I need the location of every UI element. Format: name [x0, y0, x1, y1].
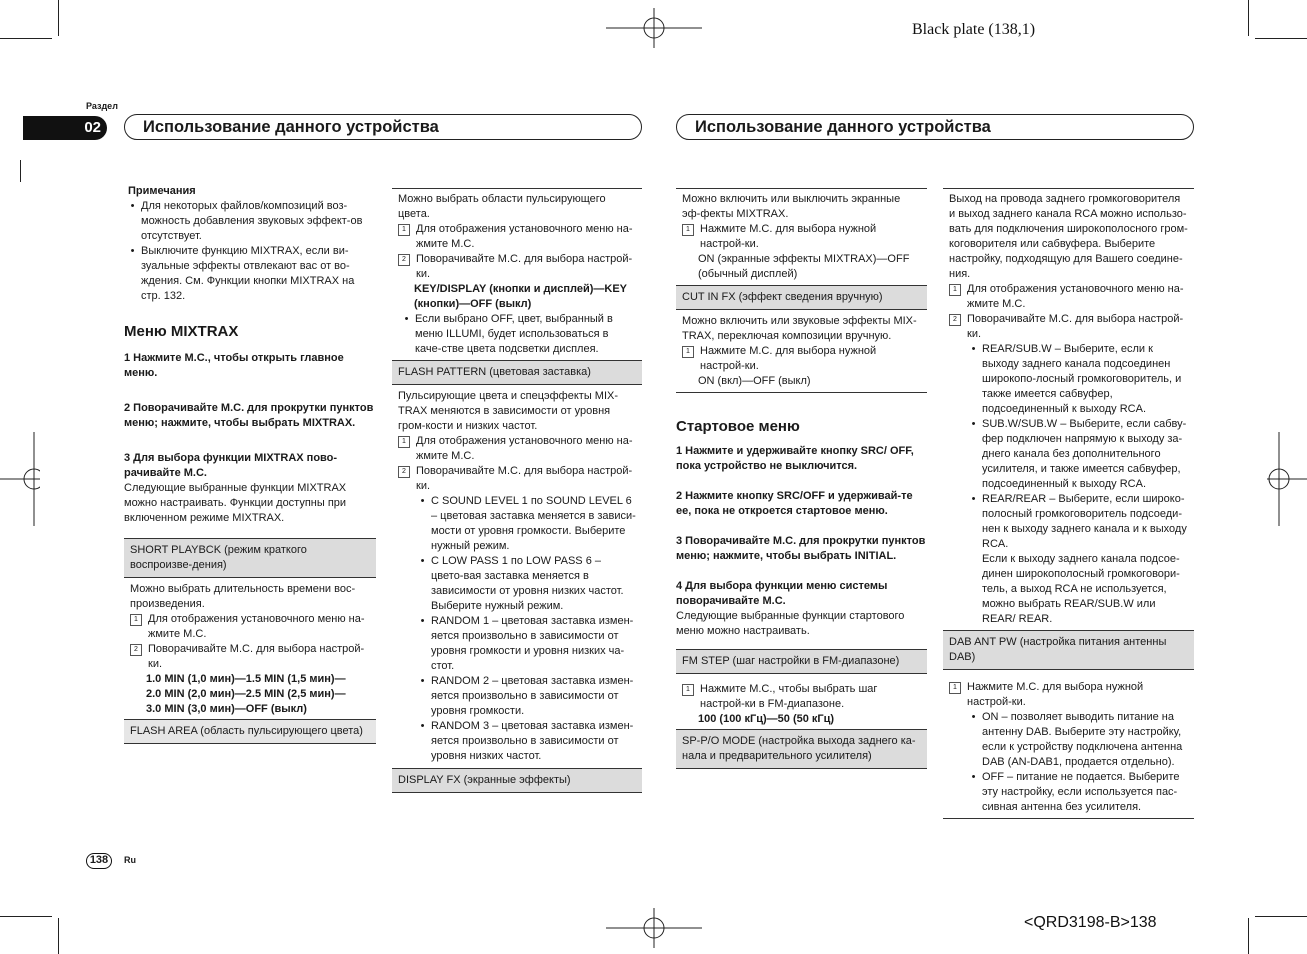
section-heading: Стартовое меню: [676, 418, 800, 435]
list-item: • RANDOM 3 – цветовая заставка измен-яется произвольно в зависимости от уровня низких частот.: [420, 720, 634, 762]
language-code: Ru: [124, 855, 136, 865]
setting-body: Можно выбрать длительность времени вос-произведения. 1 Для отображения установочного меню на-жмите M.C. 2 Поворачивайте M.C. для выбора настрой-ки. 1.0 MIN (1,0 мин)—1.5 MIN (1,5 мин)— 2.0 MIN (2,0 мин)—2.5 MIN (2,5 мин)— 3.0 MIN (3,0 мин)—OFF (выкл): [124, 578, 376, 717]
setting-header: FM STEP (шаг настройки в FM-диапазоне): [676, 649, 927, 674]
numbered-step: 2 Поворачивайте M.C. для выбора настрой-ки.: [130, 642, 370, 672]
setting-header: SP-P/O MODE (настройка выхода заднего ка-нала и предварительного усилителя): [676, 729, 927, 769]
setting-header: DISPLAY FX (экранные эффекты): [392, 768, 642, 793]
plate-label: Black plate (138,1): [912, 21, 1036, 38]
numbered-step: 1 Для отображения установочного меню на-жмите M.C.: [949, 282, 1188, 312]
step: 1 Нажмите и удерживайте кнопку SRC/ OFF, пока устройство не выключится.: [676, 445, 914, 472]
numbered-step: 1 Для отображения установочного меню на-жмите M.C.: [398, 434, 636, 464]
list-item: • SUB.W/SUB.W – Выберите, если сабву-фер подключен напрямую к выходу за-днего канала без дополнительного усилителя, и также имеется сабвуфер, подсоединенный к выходу RCA.: [971, 418, 1187, 490]
section-heading: Меню MIXTRAX: [124, 323, 239, 340]
list-item: • Если выбрано OFF, цвет, выбранный в меню ILLUMI, будет использоваться в каче-стве цвета подсветки дисплея.: [404, 313, 613, 355]
crop-mark: [1255, 916, 1307, 917]
document-code: <QRD3198-B>138: [1024, 914, 1157, 931]
list-item: • RANDOM 1 – цветовая заставка измен-яется произвольно в зависимости от уровня громкости и уровня низких ча-стот.: [420, 615, 634, 672]
section-number: 02: [23, 116, 107, 140]
page-number: 138: [86, 853, 112, 869]
column-2: Можно выбрать области пульсирующего цвета. 1 Для отображения установочного меню на-жмите M.C. 2 Поворачивайте M.C. для выбора настрой-ки. KEY/DISPLAY (кнопки и дисплей)—KEY (кнопки)—OFF (выкл) • Если выбрано OFF, цвет, выбранный в меню ILLUMI, будет использоваться в каче-стве цвета подсветки дисплея. FLASH PATTERN (цветовая заставка) Пульсирующие цвета и спецэффекты MIX-TRAX меняются в зависимости от уровня гром-кости и низких частот. 1 Для отображения установочного меню на-жмите M.C. 2 Поворачивайте M.C. для выбора настрой-ки. • С SOUND LEVEL 1 по SOUND LEVEL 6 – цветовая заставка меняется в зависи-мости от уровня громкости. Выберите нужный режим. • С LOW PASS 1 по LOW PASS 6 – цвето-вая заставка меняется в зависимости от уровня низких частот. Выберите нужный режим. • RANDOM 1 – цветовая заставка измен-яется произвольно в зависимости от уровня громкости и уровня низких ча-стот. • RANDOM 2 – цветовая заставка измен-яется произвольно в зависимости от уровня громкости. • RANDOM 3 – цветовая заставка измен-яется произвольно в зависимости от уровня низких частот. DISPLAY FX (экранные эффекты): [392, 188, 642, 793]
step: 3 Для выбора функции MIXTRAX пово-рачивайте M.C.: [124, 452, 338, 479]
setting-header: CUT IN FX (эффект сведения вручную): [676, 285, 927, 310]
crop-mark: [1248, 918, 1249, 954]
step: 2 Нажмите кнопку SRC/OFF и удерживай-те ее, пока не откроется стартовое меню.: [676, 490, 913, 517]
numbered-step: 1 Нажмите M.C., чтобы выбрать шаг настрой-ки в FM-диапазоне.: [682, 682, 921, 712]
paragraph: Следующие выбранные функции стартового меню можно настраивать.: [676, 610, 905, 637]
crop-mark: [0, 38, 52, 39]
registration-mark-bottom: [606, 908, 702, 948]
list-item: • Выключите функцию MIXTRAX, если ви-зуальные эффекты отвлекают вас от во-ждения. См. Функции кнопки MIXTRAX на стр. 132.: [130, 245, 355, 302]
step: 3 Поворачивайте M.C. для прокрутки пунктов меню; нажмите, чтобы выбрать INITIAL.: [676, 535, 926, 562]
registration-mark-top: [606, 8, 702, 48]
list-item: • С LOW PASS 1 по LOW PASS 6 – цвето-вая заставка меняется в зависимости от уровня низких частот. Выберите нужный режим.: [420, 555, 624, 612]
numbered-step: 2 Поворачивайте M.C. для выбора настрой-ки.: [398, 464, 636, 494]
setting-header: DAB ANT PW (настройка питания антенны DAB): [943, 630, 1194, 670]
list-item: • Для некоторых файлов/композиций воз-можность добавления звуковых эффект-ов отсутствует.: [130, 200, 363, 242]
numbered-step: 1 Нажмите M.C. для выбора нужной настрой-ки.: [682, 344, 921, 374]
numbered-step: 2 Поворачивайте M.C. для выбора настрой-ки.: [398, 252, 636, 282]
registration-mark-right: [1267, 432, 1307, 526]
notes-title: Примечания: [128, 185, 196, 197]
step: 4 Для выбора функции меню системы поворачивайте M.C.: [676, 580, 888, 607]
crop-mark: [58, 918, 59, 954]
crop-mark: [0, 916, 52, 917]
page-title-left: Использование данного устройства: [124, 114, 642, 140]
crop-mark: [20, 160, 21, 182]
list-item: • REAR/REAR – Выберите, если широко-полосный громкоговоритель подсоеди-нен к выходу заднего канала и к выходу RCA.: [971, 493, 1187, 550]
setting-header: SHORT PLAYBCK (режим краткого воспроизве-дения): [124, 538, 376, 578]
numbered-step: 1 Нажмите M.C. для выбора нужной настрой-ки.: [949, 680, 1188, 710]
numbered-step: 2 Поворачивайте M.C. для выбора настрой-ки.: [949, 312, 1188, 342]
column-3: Можно включить или выключить экранные эф-фекты MIXTRAX. 1 Нажмите M.C. для выбора нужной настрой-ки. ON (экранные эффекты MIXTRAX)—OFF (обычный дисплей) CUT IN FX (эффект сведения вручную) Можно включить или звуковые эффекты MIX-TRAX, переключая композиции вручную. 1 Нажмите M.C. для выбора нужной настрой-ки. ON (вкл)—OFF (выкл) Стартовое меню 1 Нажмите и удерживайте кнопку SRC/ OFF, пока устройство не выключится. 2 Нажмите кнопку SRC/OFF и удерживай-те ее, пока не откроется стартовое меню. 3 Поворачивайте M.C. для прокрутки пунктов меню; нажмите, чтобы выбрать INITIAL. 4 Для выбора функции меню системы поворачивайте M.C. Следующие выбранные функции стартового меню можно настраивать. FM STEP (шаг настройки в FM-диапазоне) 1 Нажмите M.C., чтобы выбрать шаг настрой-ки в FM-диапазоне. 100 (100 кГц)—50 (50 кГц) SP-P/O MODE (настройка выхода заднего ка-нала и предварительного усилителя): [676, 188, 927, 769]
list-item: • С SOUND LEVEL 1 по SOUND LEVEL 6 – цветовая заставка меняется в зависи-мости от уровня громкости. Выберите нужный режим.: [420, 495, 636, 552]
list-item: • RANDOM 2 – цветовая заставка измен-яется произвольно в зависимости от уровня громкости.: [420, 675, 634, 717]
step: 2 Поворачивайте M.C. для прокрутки пунктов меню; нажмите, чтобы выбрать MIXTRAX.: [124, 402, 374, 429]
step: 1 Нажмите M.C., чтобы открыть главное меню.: [124, 352, 344, 379]
crop-mark: [58, 0, 59, 36]
registration-mark-left: [0, 432, 40, 526]
column-4: Выход на провода заднего громкоговорителя и выход заднего канала RCA можно использо-вать для подключения широкополосного гром-коговорителя или сабвуфера. Выберите настройку, подходящую для Вашего соедине-ния. 1 Для отображения установочного меню на-жмите M.C. 2 Поворачивайте M.C. для выбора настрой-ки. • REAR/SUB.W – Выберите, если к выходу заднего канала подсоединен широкопо-лосный громкоговоритель, и также имеется сабвуфер, подсоединенный к выходу RCA. • SUB.W/SUB.W – Выберите, если сабву-фер подключен напрямую к выходу за-днего канала без дополнительного усилителя, и также имеется сабвуфер, подсоединенный к выходу RCA. • REAR/REAR – Выберите, если широко-полосный громкоговоритель подсоеди-нен к выходу заднего канала и к выходу RCA. Если к выходу заднего канала подсое-динен широкополосный громкоговори-тель, а выход RCA не используется, можно выбрать REAR/SUB.W или REAR/ REAR. DAB ANT PW (настройка питания антенны DAB) 1 Нажмите M.C. для выбора нужной настрой-ки. • ON – позволяет выводить питание на антенну DAB. Выберите эту настройку, если к устройству подключена антенна DAB (AN-DAB1, продается отдельно). • OFF – питание не подается. Выберите эту настройку, если используется пас-сивная антенна без усилителя.: [943, 188, 1194, 819]
list-item: • ON – позволяет выводить питание на антенну DAB. Выберите эту настройку, если к устройству подключена антенна DAB (AN-DAB1, продается отдельно).: [971, 711, 1183, 768]
numbered-step: 1 Нажмите M.C. для выбора нужной настрой-ки.: [682, 222, 921, 252]
crop-mark: [1248, 0, 1249, 36]
setting-header: FLASH PATTERN (цветовая заставка): [392, 360, 642, 385]
crop-mark: [1255, 38, 1307, 39]
page-title-right: Использование данного устройства: [676, 114, 1194, 140]
setting-header: FLASH AREA (область пульсирующего цвета): [124, 719, 376, 744]
numbered-step: 1 Для отображения установочного меню на-жмите M.C.: [398, 222, 636, 252]
section-label: Раздел: [86, 101, 118, 111]
paragraph: Следующие выбранные функции MIXTRAX можно настраивать. Функции доступны при включенном режиме MIXTRAX.: [124, 482, 347, 524]
list-item: • REAR/SUB.W – Выберите, если к выходу заднего канала подсоединен широкопо-лосный громкоговоритель, и также имеется сабвуфер, подсоединенный к выходу RCA.: [971, 343, 1182, 415]
column-1: [124, 184, 376, 744]
numbered-step: 1 Для отображения установочного меню на-жмите M.C.: [130, 612, 370, 642]
divider: [676, 392, 927, 393]
divider: [943, 818, 1194, 819]
list-item: • OFF – питание не подается. Выберите эту настройку, если используется пас-сивная антенна без усилителя.: [971, 771, 1180, 813]
